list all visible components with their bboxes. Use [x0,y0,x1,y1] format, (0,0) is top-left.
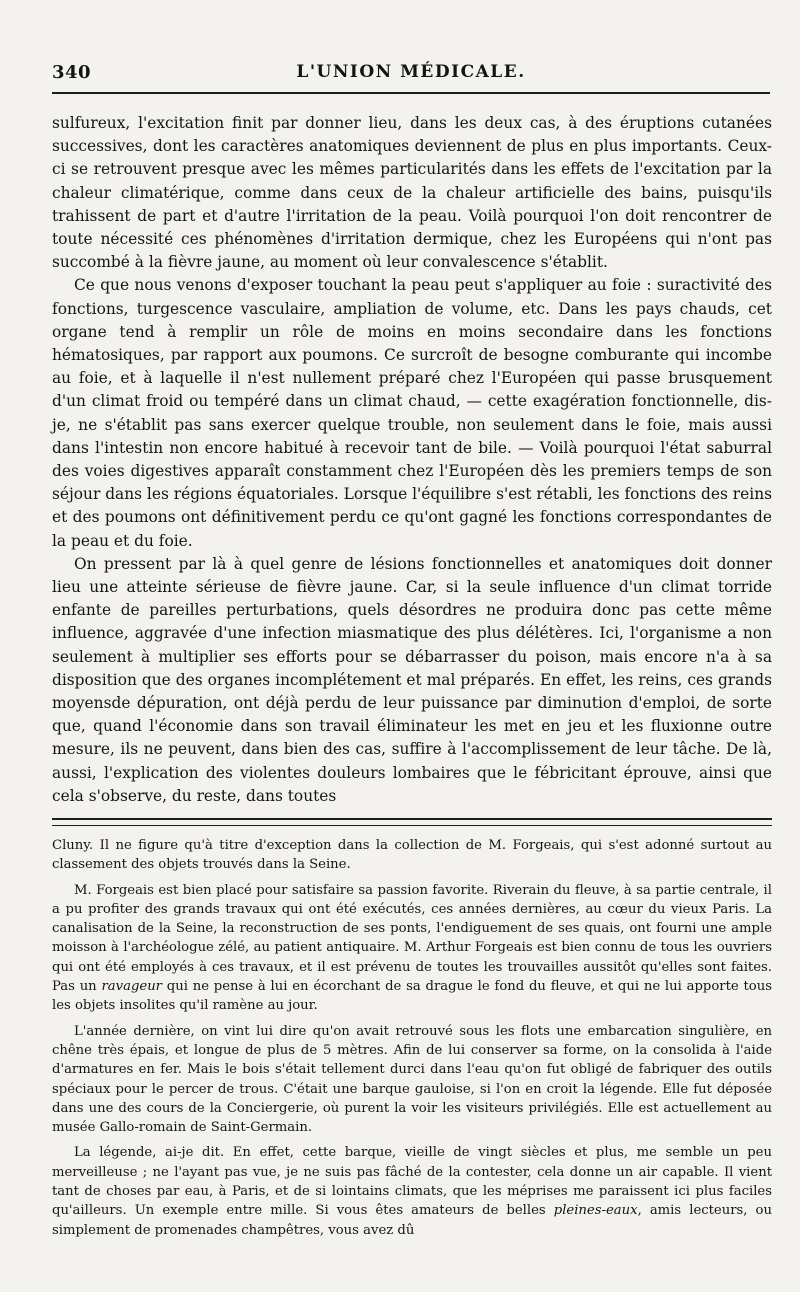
feuilleton-paragraph-2 [52,881,772,1016]
feuilleton-paragraph-1: Cluny. Il ne figure qu'à titre d'exception dans la collection de M. Forgeais, qui s'est adonné surtout au classement des objets trouvés dans la Seine. [52,838,772,873]
feuilleton-paragraph-3: L'année dernière, on vint lui dire qu'on avait retrouvé sous les flots une embarcation singulière, en chêne très épais, et longue de plus de 5 mètres. Afin de lui conserver sa forme, on la consolida à l'aide d'armatures en fer. Mais le bois s'était tellement durci dans l'eau qu'on fut obligé de fabriquer des outils spéciaux pour le percer de trous. C'était une barque gauloise, si l'on en croit la légende. Elle fut déposée dans une des cours de la Conciergerie, où purent la voir les visiteurs privilégiés. Elle est actuellement au musée Gallo-romain de Saint-Germain. [52,1023,772,1136]
feuilleton-paragraph-4-text-b: , amis lecteurs, ou simplement de promenades champêtres, vous avez dû [52,1203,772,1238]
journal-title: L'UNION MÉDICALE. [296,62,526,82]
page-number: 340 [52,62,92,83]
main-article [52,112,772,812]
page-header [52,60,770,90]
feuilleton-paragraph-4-text-a: La légende, ai-je dit. En effet, cette barque, vieille de vingt siècles et plus, me semble un peu merveilleuse ; ne l'ayant pas vue, je ne suis pas fâché de la contester, cela donne un air capable. Il vient tant de choses par eau, à Paris, et de si lointains climats, que les méprises me paraissent ici plus faciles qu'ailleurs. Un exemple entre mille. Si vous êtes amateurs de belles [52,1145,772,1219]
article-paragraph-2: Ce que nous venons d'exposer touchant la peau peut s'appliquer au foie : suractivité des fonctions, turgescence vasculaire, ampliation de volume, etc. Dans les pays chauds, cet organe tend à remplir un rôle de moins en moins secondaire dans les fonctions hématosiques, par rapport aux poumons. Ce surcroît de besogne comburante qui incombe au foie, et à laquelle il n'est nullement préparé chez l'Européen qui passe brusquement d'un climat froid ou tempéré dans un climat chaud, — cette exagération fonctionnelle, dis-je, ne s'établit pas sans exercer quelque trouble, non seulement dans le foie, mais aussi dans l'intestin non encore habitué à recevoir tant de bile. — Voilà pourquoi l'état saburral des voies digestives apparaît constamment chez l'Européen dès les premiers temps de son séjour dans les régions équatoriales. Lorsque l'équilibre s'est rétabli, les fonctions des reins et des poumons ont définitivement perdu ce qu'ont gagné les fonctions correspondantes de la peau et du foie. [52,276,773,550]
article-paragraph-1: sulfureux, l'excitation finit par donner lieu, dans les deux cas, à des éruptions cutanées successives, dont les caractères anatomiques deviennent de plus en plus importants. Ceux-ci se retrouvent presque avec les mêmes particularités dans les effets de l'excitation par la chaleur climatérique, comme dans ceux de la chaleur artificielle des bains, puisqu'ils trahissent de part et d'autre l'irritation de la peau. Voilà pourquoi l'on doit rencontrer de toute nécessité ces phénomènes d'irritation dermique, chez les Européens qui n'ont pas succombé à la fièvre jaune, au moment où leur convalescence s'établit. [52,114,772,272]
header-rule [52,92,770,94]
feuilleton-separator [52,818,772,826]
feuilleton-paragraph-2-italic: ravageur [101,979,162,995]
feuilleton-paragraph-4-italic: pleines-eaux [553,1203,638,1219]
feuilleton-paragraph-2-text-a: M. Forgeais est bien placé pour satisfaire sa passion favorite. Riverain du fleuve, à sa partie centrale, il a pu profiter des grands travaux qui ont été exécutés, ces années dernières, au cœur du vieux Paris. La canalisation de la Seine, la reconstruction de ses ponts, l'endiguement de ses quais, ont fourni une ample moisson à l'archéologue zélé, au patient antiquaire. M. Arthur Forgeais est bien connu de tous les ouvriers qui ont été employés à ces travaux, et il est prévenu de toutes les trouvailles aussitôt qu'elles sont faites. Pas un [52,882,772,995]
feuilleton-section [52,836,772,1288]
feuilleton-paragraph-2-text-b: qui ne pense à lui en écorchant de sa drague le fond du fleuve, et qui ne lui apporte tous les objets insolites qu'il ramène au jour. [52,979,772,1014]
article-paragraph-3: On pressent par là à quel genre de lésions fonctionnelles et anatomiques doit donner lieu une atteinte sérieuse de fièvre jaune. Car, si la seule influence d'un climat torride enfante de pareilles perturbations, quels désordres ne produira donc pas cette même influence, aggravée d'une infection miasmatique des plus délétères. Ici, l'organisme a non seulement à multiplier ses efforts pour se débarrasser du poison, mais encore n'a à sa disposition que des organes incomplétement et mal préparés. En effet, les reins, ces grands moyensde dépuration, ont déjà perdu de leur puissance par diminution d'emploi, de sorte que, quand l'économie dans son travail éliminateur les met en jeu et les fluxionne outre mesure, ils ne peuvent, dans bien des cas, suffire à l'accomplissement de leur tâche. De là, aussi, l'explication des violentes douleurs lombaires que le fébricitant éprouve, ainsi que cela s'observe, du reste, dans toutes [52,554,772,805]
feuilleton-paragraph-4 [52,1143,772,1239]
